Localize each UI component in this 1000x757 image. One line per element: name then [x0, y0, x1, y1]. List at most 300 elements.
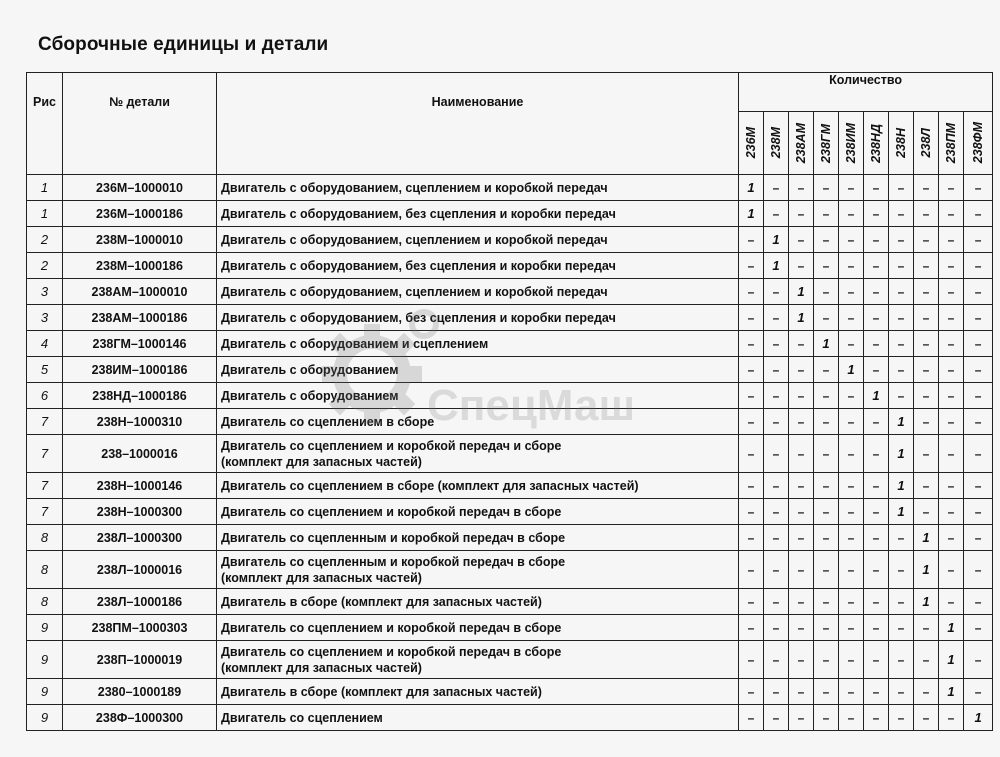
cell-quantity: 1	[889, 435, 914, 473]
cell-quantity: –	[839, 589, 864, 615]
cell-quantity: –	[914, 305, 939, 331]
cell-quantity: –	[964, 551, 993, 589]
header-model: 238Л	[914, 112, 939, 175]
page-title: Сборочные единицы и детали	[38, 34, 329, 55]
cell-quantity: –	[764, 357, 789, 383]
cell-name-line: Двигатель со сцеплением и коробкой передач и сборе	[221, 438, 562, 453]
cell-quantity: –	[789, 201, 814, 227]
cell-quantity: –	[764, 589, 789, 615]
cell-quantity: 1	[864, 383, 889, 409]
cell-quantity: –	[864, 435, 889, 473]
cell-quantity: –	[839, 641, 864, 679]
cell-quantity: –	[789, 589, 814, 615]
cell-name-line: Двигатель в сборе (комплект для запасных частей)	[221, 684, 542, 699]
cell-quantity: –	[764, 499, 789, 525]
table-row	[27, 705, 993, 731]
cell-quantity: –	[789, 679, 814, 705]
cell-name-line: Двигатель с оборудованием, сцеплением и коробкой передач	[221, 284, 608, 299]
cell-quantity: 1	[764, 253, 789, 279]
cell-quantity: –	[789, 253, 814, 279]
cell-quantity: –	[914, 641, 939, 679]
cell-quantity: –	[764, 435, 789, 473]
cell-quantity: –	[889, 175, 914, 201]
cell-part-number: 238Л–1000016	[63, 551, 217, 589]
cell-part-number: 238НД–1000186	[63, 383, 217, 409]
cell-quantity: –	[764, 705, 789, 731]
cell-quantity: –	[964, 227, 993, 253]
cell-quantity: 1	[939, 641, 964, 679]
cell-quantity: –	[964, 331, 993, 357]
cell-quantity: –	[739, 253, 764, 279]
cell-quantity: 1	[764, 227, 789, 253]
cell-quantity: –	[864, 175, 889, 201]
cell-quantity: –	[814, 435, 839, 473]
table-row	[27, 641, 993, 679]
cell-quantity: –	[864, 615, 889, 641]
header-model: 238ПМ	[939, 112, 964, 175]
cell-quantity: –	[789, 435, 814, 473]
cell-quantity: 1	[914, 589, 939, 615]
table-row	[27, 227, 993, 253]
cell-quantity: –	[839, 383, 864, 409]
cell-name	[217, 383, 739, 409]
cell-name	[217, 499, 739, 525]
cell-quantity: –	[789, 551, 814, 589]
cell-quantity: –	[864, 551, 889, 589]
cell-quantity: –	[814, 409, 839, 435]
cell-quantity: –	[814, 253, 839, 279]
cell-name	[217, 253, 739, 279]
cell-part-number: 238ИМ–1000186	[63, 357, 217, 383]
cell-name-line: Двигатель со сцепленным и коробкой передач в сборе	[221, 554, 566, 569]
cell-quantity: –	[764, 175, 789, 201]
cell-part-number: 238Н–1000310	[63, 409, 217, 435]
cell-quantity: –	[914, 705, 939, 731]
parts-table	[26, 72, 993, 731]
cell-part-number: 238Н–1000300	[63, 499, 217, 525]
cell-quantity: –	[914, 253, 939, 279]
cell-quantity: –	[789, 357, 814, 383]
header-ris: Рис	[27, 73, 63, 175]
cell-quantity: 1	[889, 499, 914, 525]
cell-quantity: –	[939, 705, 964, 731]
cell-quantity: –	[889, 383, 914, 409]
cell-quantity: –	[964, 175, 993, 201]
cell-part-number: 2380–1000189	[63, 679, 217, 705]
cell-ris: 3	[27, 279, 63, 305]
cell-quantity: –	[864, 253, 889, 279]
table-row	[27, 409, 993, 435]
cell-part-number: 238ПМ–1000303	[63, 615, 217, 641]
cell-quantity: –	[889, 357, 914, 383]
cell-quantity: –	[864, 331, 889, 357]
cell-quantity: –	[739, 679, 764, 705]
table-row	[27, 357, 993, 383]
cell-quantity: –	[889, 279, 914, 305]
cell-quantity: –	[964, 435, 993, 473]
cell-quantity: –	[864, 679, 889, 705]
cell-quantity: –	[739, 227, 764, 253]
cell-quantity: –	[839, 279, 864, 305]
cell-quantity: –	[964, 253, 993, 279]
cell-name	[217, 305, 739, 331]
cell-ris: 9	[27, 641, 63, 679]
cell-quantity: –	[739, 305, 764, 331]
cell-quantity: –	[739, 357, 764, 383]
cell-name	[217, 279, 739, 305]
cell-quantity: –	[914, 383, 939, 409]
cell-quantity: –	[789, 473, 814, 499]
cell-quantity: –	[739, 279, 764, 305]
cell-quantity: –	[814, 551, 839, 589]
cell-name-line: Двигатель со сцеплением и коробкой передач в сборе	[221, 620, 562, 635]
header-model: 238М	[764, 112, 789, 175]
cell-quantity: –	[889, 305, 914, 331]
cell-part-number: 238Н–1000146	[63, 473, 217, 499]
cell-name-line: Двигатель с оборудованием, без сцепления и коробки передач	[221, 310, 616, 325]
cell-quantity: –	[739, 499, 764, 525]
cell-ris: 4	[27, 331, 63, 357]
cell-quantity: 1	[914, 551, 939, 589]
cell-quantity: –	[814, 357, 839, 383]
cell-quantity: –	[814, 227, 839, 253]
cell-quantity: –	[964, 383, 993, 409]
cell-quantity: –	[864, 201, 889, 227]
cell-quantity: –	[939, 357, 964, 383]
table-row	[27, 473, 993, 499]
cell-quantity: –	[864, 473, 889, 499]
cell-quantity: –	[764, 201, 789, 227]
cell-quantity: –	[789, 383, 814, 409]
cell-quantity: 1	[789, 279, 814, 305]
cell-ris: 2	[27, 253, 63, 279]
cell-quantity: –	[814, 175, 839, 201]
cell-quantity: –	[889, 589, 914, 615]
cell-name	[217, 641, 739, 679]
cell-quantity: –	[739, 383, 764, 409]
cell-quantity: –	[814, 589, 839, 615]
cell-quantity: –	[764, 279, 789, 305]
cell-quantity: –	[789, 615, 814, 641]
cell-quantity: –	[764, 473, 789, 499]
cell-quantity: –	[864, 525, 889, 551]
cell-quantity: –	[739, 641, 764, 679]
cell-quantity: –	[914, 409, 939, 435]
cell-name-line: Двигатель с оборудованием, сцеплением и коробкой передач	[221, 180, 608, 195]
cell-name-line: Двигатель со сцеплением в сборе (комплект для запасных частей)	[221, 478, 639, 493]
cell-quantity: –	[889, 227, 914, 253]
cell-quantity: –	[889, 253, 914, 279]
cell-quantity: –	[964, 641, 993, 679]
header-model: 238ИМ	[839, 112, 864, 175]
cell-quantity: –	[964, 201, 993, 227]
cell-quantity: –	[964, 525, 993, 551]
header-model: 238АМ	[789, 112, 814, 175]
table-row	[27, 383, 993, 409]
cell-name-line: Двигатель в сборе (комплект для запасных частей)	[221, 594, 542, 609]
cell-quantity: 1	[839, 357, 864, 383]
cell-quantity: –	[864, 357, 889, 383]
cell-quantity: –	[964, 279, 993, 305]
table-row	[27, 279, 993, 305]
cell-name-line: Двигатель со сцеплением в сборе	[221, 414, 435, 429]
cell-quantity: 1	[939, 615, 964, 641]
cell-quantity: –	[914, 499, 939, 525]
cell-name-line: Двигатель с оборудованием и сцеплением	[221, 336, 489, 351]
cell-quantity: –	[939, 435, 964, 473]
cell-quantity: 1	[889, 473, 914, 499]
cell-quantity: –	[839, 305, 864, 331]
cell-ris: 9	[27, 705, 63, 731]
cell-part-number: 238АМ–1000010	[63, 279, 217, 305]
cell-quantity: –	[814, 473, 839, 499]
cell-quantity: –	[789, 705, 814, 731]
cell-quantity: –	[739, 589, 764, 615]
cell-quantity: –	[764, 615, 789, 641]
cell-ris: 6	[27, 383, 63, 409]
cell-quantity: –	[739, 409, 764, 435]
cell-name-line: Двигатель со сцеплением и коробкой передач в сборе	[221, 644, 562, 659]
cell-quantity: –	[964, 589, 993, 615]
cell-ris: 8	[27, 525, 63, 551]
cell-quantity: –	[814, 383, 839, 409]
cell-quantity: –	[789, 227, 814, 253]
header-model: 238ГМ	[814, 112, 839, 175]
cell-quantity: –	[964, 499, 993, 525]
cell-quantity: –	[739, 473, 764, 499]
cell-quantity: –	[789, 499, 814, 525]
cell-quantity: –	[964, 357, 993, 383]
cell-quantity: –	[964, 305, 993, 331]
cell-quantity: –	[914, 331, 939, 357]
cell-name	[217, 589, 739, 615]
cell-quantity: –	[914, 357, 939, 383]
cell-part-number: 238Ф–1000300	[63, 705, 217, 731]
cell-quantity: –	[939, 551, 964, 589]
cell-name-line: Двигатель со сцепленным и коробкой передач в сборе	[221, 530, 566, 545]
cell-name	[217, 435, 739, 473]
cell-ris: 7	[27, 473, 63, 499]
cell-quantity: 1	[964, 705, 993, 731]
cell-name	[217, 551, 739, 589]
cell-quantity: –	[839, 409, 864, 435]
cell-ris: 3	[27, 305, 63, 331]
cell-quantity: –	[839, 551, 864, 589]
header-model: 238Н	[889, 112, 914, 175]
cell-name-line: Двигатель со сцеплением	[221, 710, 383, 725]
cell-quantity: –	[914, 175, 939, 201]
cell-name-line: Двигатель с оборудованием	[221, 362, 399, 377]
cell-name	[217, 679, 739, 705]
cell-quantity: –	[914, 473, 939, 499]
cell-quantity: –	[889, 679, 914, 705]
cell-quantity: –	[939, 383, 964, 409]
cell-quantity: –	[789, 175, 814, 201]
cell-quantity: –	[939, 175, 964, 201]
cell-quantity: –	[964, 679, 993, 705]
cell-name	[217, 615, 739, 641]
cell-quantity: –	[814, 641, 839, 679]
cell-quantity: –	[864, 641, 889, 679]
cell-quantity: –	[939, 253, 964, 279]
cell-quantity: –	[839, 435, 864, 473]
cell-name	[217, 227, 739, 253]
cell-quantity: 1	[789, 305, 814, 331]
cell-quantity: –	[739, 615, 764, 641]
cell-quantity: 1	[889, 409, 914, 435]
header-model: 236М	[739, 112, 764, 175]
table-row	[27, 331, 993, 357]
cell-quantity: –	[889, 201, 914, 227]
table-row	[27, 435, 993, 473]
cell-name-line: Двигатель со сцеплением и коробкой передач в сборе	[221, 504, 562, 519]
cell-part-number: 238М–1000186	[63, 253, 217, 279]
cell-quantity: –	[914, 201, 939, 227]
cell-quantity: –	[814, 525, 839, 551]
table-row	[27, 551, 993, 589]
cell-quantity: 1	[739, 201, 764, 227]
cell-quantity: –	[739, 705, 764, 731]
cell-quantity: –	[939, 525, 964, 551]
cell-quantity: –	[764, 331, 789, 357]
cell-name	[217, 473, 739, 499]
cell-quantity: –	[814, 499, 839, 525]
cell-quantity: –	[914, 435, 939, 473]
cell-quantity: –	[889, 551, 914, 589]
header-part-number: № детали	[63, 73, 217, 175]
cell-part-number: 238Л–1000300	[63, 525, 217, 551]
header-model: 238ФМ	[964, 112, 993, 175]
cell-name-line: Двигатель с оборудованием, без сцепления и коробки передач	[221, 258, 616, 273]
cell-quantity: –	[939, 279, 964, 305]
cell-quantity: –	[864, 499, 889, 525]
cell-ris: 7	[27, 499, 63, 525]
table-row	[27, 499, 993, 525]
table-row	[27, 305, 993, 331]
cell-quantity: –	[864, 409, 889, 435]
cell-name-line: Двигатель с оборудованием, сцеплением и коробкой передач	[221, 232, 608, 247]
cell-part-number: 236М–1000186	[63, 201, 217, 227]
cell-quantity: –	[789, 409, 814, 435]
cell-quantity: –	[839, 679, 864, 705]
cell-quantity: –	[864, 227, 889, 253]
cell-quantity: –	[789, 525, 814, 551]
cell-quantity: –	[914, 615, 939, 641]
cell-quantity: –	[939, 227, 964, 253]
cell-quantity: –	[889, 705, 914, 731]
cell-ris: 1	[27, 201, 63, 227]
cell-quantity: –	[914, 279, 939, 305]
cell-quantity: –	[914, 227, 939, 253]
cell-quantity: 1	[814, 331, 839, 357]
cell-ris: 5	[27, 357, 63, 383]
cell-quantity: –	[814, 201, 839, 227]
table-row	[27, 525, 993, 551]
cell-quantity: –	[839, 201, 864, 227]
cell-ris: 2	[27, 227, 63, 253]
cell-quantity: –	[939, 201, 964, 227]
cell-quantity: –	[739, 525, 764, 551]
cell-part-number: 238ГМ–1000146	[63, 331, 217, 357]
cell-quantity: –	[764, 525, 789, 551]
cell-quantity: –	[789, 331, 814, 357]
table-row	[27, 589, 993, 615]
cell-ris: 9	[27, 615, 63, 641]
cell-quantity: –	[839, 331, 864, 357]
table-row	[27, 201, 993, 227]
header-model: 238НД	[864, 112, 889, 175]
header-quantity: Количество	[739, 73, 993, 112]
cell-quantity: –	[864, 279, 889, 305]
cell-quantity: –	[739, 435, 764, 473]
cell-quantity: –	[814, 279, 839, 305]
cell-quantity: –	[939, 409, 964, 435]
cell-quantity: –	[789, 641, 814, 679]
cell-name	[217, 705, 739, 731]
table-row	[27, 679, 993, 705]
cell-quantity: –	[839, 525, 864, 551]
cell-quantity: –	[964, 615, 993, 641]
cell-name	[217, 525, 739, 551]
cell-quantity: 1	[914, 525, 939, 551]
cell-quantity: –	[839, 615, 864, 641]
cell-quantity: –	[914, 679, 939, 705]
cell-quantity: –	[839, 175, 864, 201]
cell-ris: 8	[27, 551, 63, 589]
cell-quantity: –	[939, 331, 964, 357]
cell-quantity: –	[839, 499, 864, 525]
cell-quantity: –	[814, 679, 839, 705]
cell-part-number: 238М–1000010	[63, 227, 217, 253]
cell-quantity: –	[889, 641, 914, 679]
cell-quantity: –	[739, 551, 764, 589]
cell-quantity: –	[839, 253, 864, 279]
table-row	[27, 253, 993, 279]
cell-part-number: 236М–1000010	[63, 175, 217, 201]
cell-quantity: –	[864, 705, 889, 731]
cell-name	[217, 331, 739, 357]
cell-quantity: –	[814, 615, 839, 641]
cell-quantity: 1	[739, 175, 764, 201]
cell-name-line: (комплект для запасных частей)	[221, 570, 422, 585]
cell-quantity: –	[814, 305, 839, 331]
cell-quantity: –	[839, 473, 864, 499]
cell-quantity: –	[964, 473, 993, 499]
cell-quantity: –	[764, 641, 789, 679]
cell-name	[217, 201, 739, 227]
cell-quantity: –	[764, 409, 789, 435]
cell-name-line: (комплект для запасных частей)	[221, 454, 422, 469]
cell-quantity: –	[764, 383, 789, 409]
cell-ris: 7	[27, 435, 63, 473]
cell-quantity: –	[764, 305, 789, 331]
cell-part-number: 238–1000016	[63, 435, 217, 473]
header-name: Наименование	[217, 73, 739, 175]
cell-quantity: –	[889, 525, 914, 551]
cell-ris: 1	[27, 175, 63, 201]
cell-quantity: –	[889, 331, 914, 357]
cell-name	[217, 357, 739, 383]
cell-part-number: 238АМ–1000186	[63, 305, 217, 331]
cell-ris: 8	[27, 589, 63, 615]
cell-quantity: –	[814, 705, 839, 731]
cell-quantity: –	[839, 705, 864, 731]
cell-part-number: 238П–1000019	[63, 641, 217, 679]
cell-name-line: Двигатель с оборудованием	[221, 388, 399, 403]
cell-quantity: –	[864, 305, 889, 331]
watermark-text: СпецМаш	[427, 381, 636, 430]
cell-ris: 9	[27, 679, 63, 705]
